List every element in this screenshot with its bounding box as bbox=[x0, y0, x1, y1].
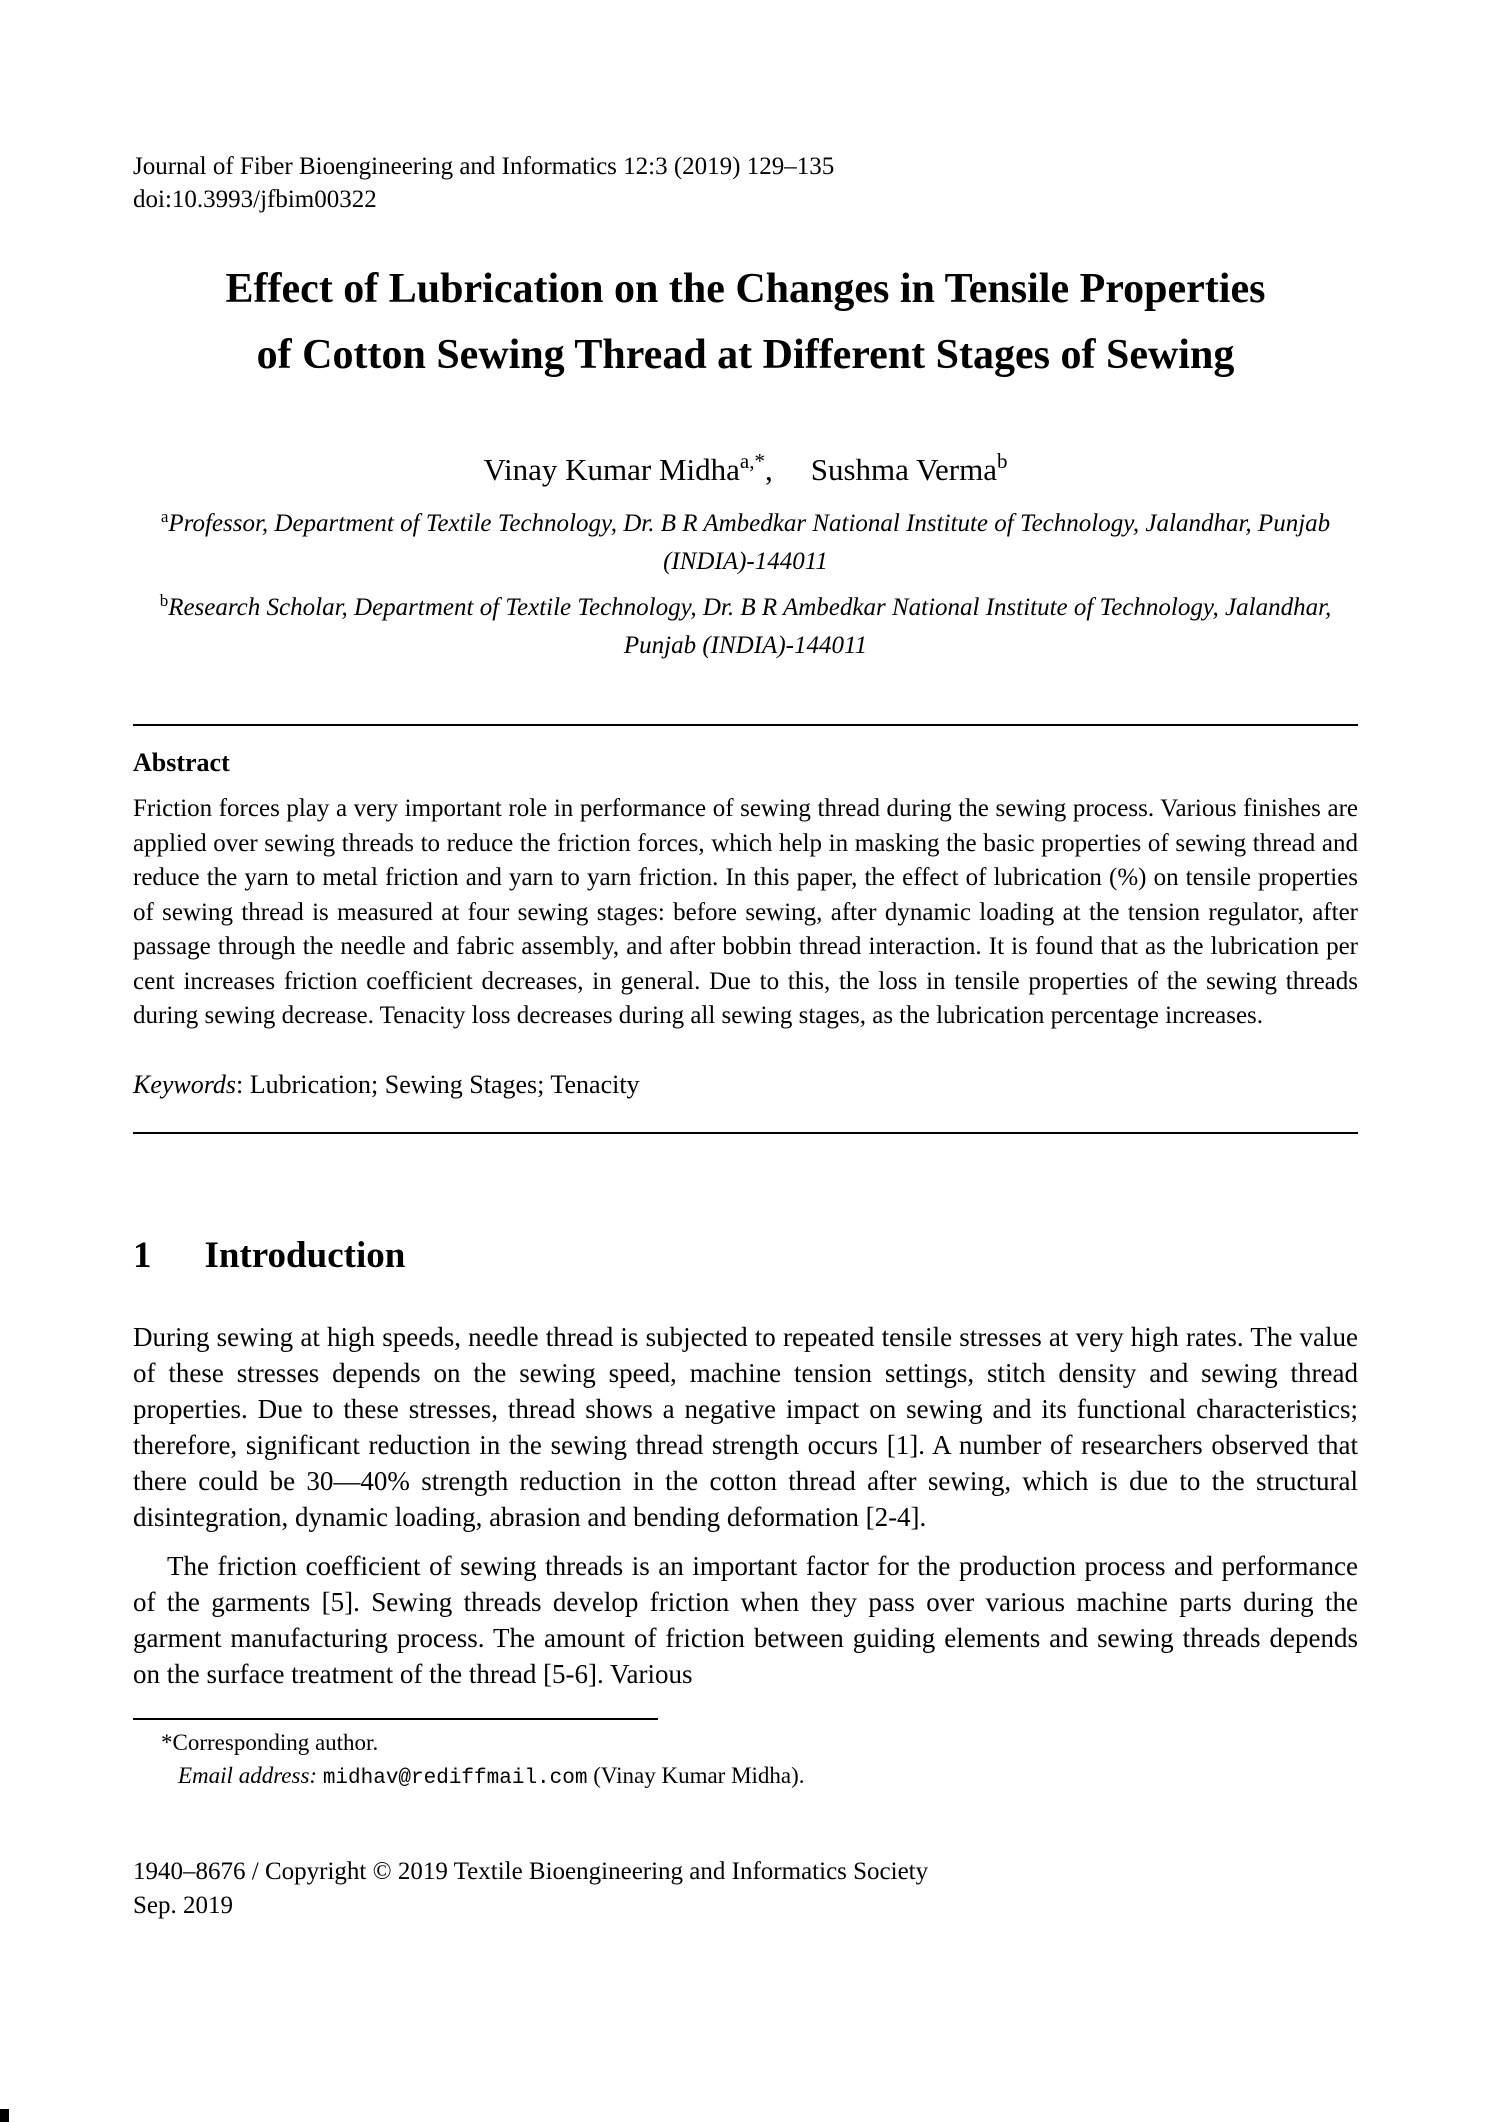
email-attribution: (Vinay Kumar Midha). bbox=[587, 1762, 805, 1788]
doi-line: doi:10.3993/jfbim00322 bbox=[133, 186, 377, 213]
affiliation-a bbox=[133, 506, 1358, 580]
paper-title bbox=[133, 256, 1358, 388]
corresponding-author-note bbox=[161, 1726, 1358, 1759]
footnote-marker: * bbox=[161, 1729, 173, 1755]
affiliation-b bbox=[133, 590, 1358, 664]
abstract-text: Friction forces play a very important role in performance of sewing thread during the sewing process. Various finishes are applied over sewing threads to reduce the friction forces, which help in masking the basic properties of sewing thread and reduce the yarn to metal friction and yarn to yarn friction. In this paper, the effect of lubrication (%) on tensile properties of sewing thread is measured at four sewing stages: before sewing, after dynamic loading at the tension regulator, after passage through the needle and fabric assembly, and after bobbin thread interaction. It is found that as the lubrication per cent increases friction coefficient decreases, in general. Due to this, the loss in tensile properties of the sewing threads during sewing decrease. Tenacity loss decreases during all sewing stages, as the lubrication percentage increases. bbox=[133, 795, 1358, 1029]
author-1-superscript: a,* bbox=[739, 449, 765, 473]
issue-date: Sep. 2019 bbox=[133, 1891, 233, 1919]
author-separator: , bbox=[764, 452, 773, 487]
email-label: Email address: bbox=[178, 1762, 318, 1788]
title-line-2: of Cotton Sewing Thread at Different Stages of Sewing bbox=[256, 332, 1235, 378]
issn-copyright-line: 1940–8676 / Copyright © 2019 Textile Bioengineering and Informatics Society bbox=[133, 1857, 929, 1885]
email-address: midhav@rediffmail.com bbox=[322, 1766, 588, 1790]
keywords-line bbox=[133, 1070, 1358, 1100]
affiliation-b-marker: b bbox=[159, 591, 169, 610]
section-heading-introduction bbox=[133, 1234, 1358, 1277]
title-line-1: Effect of Lubrication on the Changes in Tensile Properties bbox=[225, 266, 1266, 312]
email-line bbox=[178, 1759, 1358, 1795]
keywords-label: Keywords bbox=[133, 1069, 237, 1099]
affiliation-a-text: Professor, Department of Textile Technology, Dr. B R Ambedkar National Institute of Technology, Jalandhar, Punjab (INDIA)-144011 bbox=[168, 510, 1331, 575]
page-footer bbox=[133, 1855, 1358, 1923]
authors-line bbox=[133, 449, 1358, 488]
footnote-rule bbox=[133, 1718, 658, 1720]
journal-citation-line: Journal of Fiber Bioengineering and Informatics 12:3 (2019) 129–135 bbox=[133, 153, 835, 180]
abstract-heading: Abstract bbox=[133, 748, 230, 777]
corner-mark bbox=[0, 2109, 9, 2122]
affiliation-b-text: Research Scholar, Department of Textile Technology, Dr. B R Ambedkar National Institute of Technology, Jalandhar, Punjab (INDIA)-144011 bbox=[168, 594, 1332, 659]
intro-paragraph-2: The friction coefficient of sewing threads is an important factor for the production process and performance of the garments [5]. Sewing threads develop friction when they pass over various machine parts during the garment manufacturing process. The amount of friction between guiding elements and sewing threads depends on the surface treatment of the thread [5-6]. Various bbox=[133, 1550, 1358, 1689]
intro-paragraph-1: During sewing at high speeds, needle thread is subjected to repeated tensile stresses at very high rates. The value of these stresses depends on the sewing speed, machine tension settings, stitch density and sewing thread properties. Due to these stresses, thread shows a negative impact on sewing and its functional characteristics; therefore, significant reduction in the sewing thread strength occurs [1]. A number of researchers observed that there could be 30—40% strength reduction in the cotton thread after sewing, which is due to the structural disintegration, dynamic loading, abrasion and bending deformation [2-4]. bbox=[133, 1321, 1358, 1532]
section-title: Introduction bbox=[204, 1234, 406, 1276]
author-name-1: Vinay Kumar Midha bbox=[483, 452, 740, 487]
footnote-block bbox=[133, 1726, 1358, 1795]
abstract-top-rule bbox=[133, 724, 1358, 726]
author-name-2: Sushma Verma bbox=[810, 452, 998, 487]
author-2-superscript: b bbox=[997, 449, 1008, 473]
page-header bbox=[133, 150, 1358, 216]
abstract-bottom-rule bbox=[133, 1132, 1358, 1134]
footnote-text: Corresponding author. bbox=[172, 1729, 379, 1755]
affiliation-a-marker: a bbox=[160, 507, 169, 526]
affiliations bbox=[133, 506, 1358, 664]
section-number: 1 bbox=[133, 1234, 152, 1276]
keywords-text: : Lubrication; Sewing Stages; Tenacity bbox=[236, 1069, 640, 1099]
